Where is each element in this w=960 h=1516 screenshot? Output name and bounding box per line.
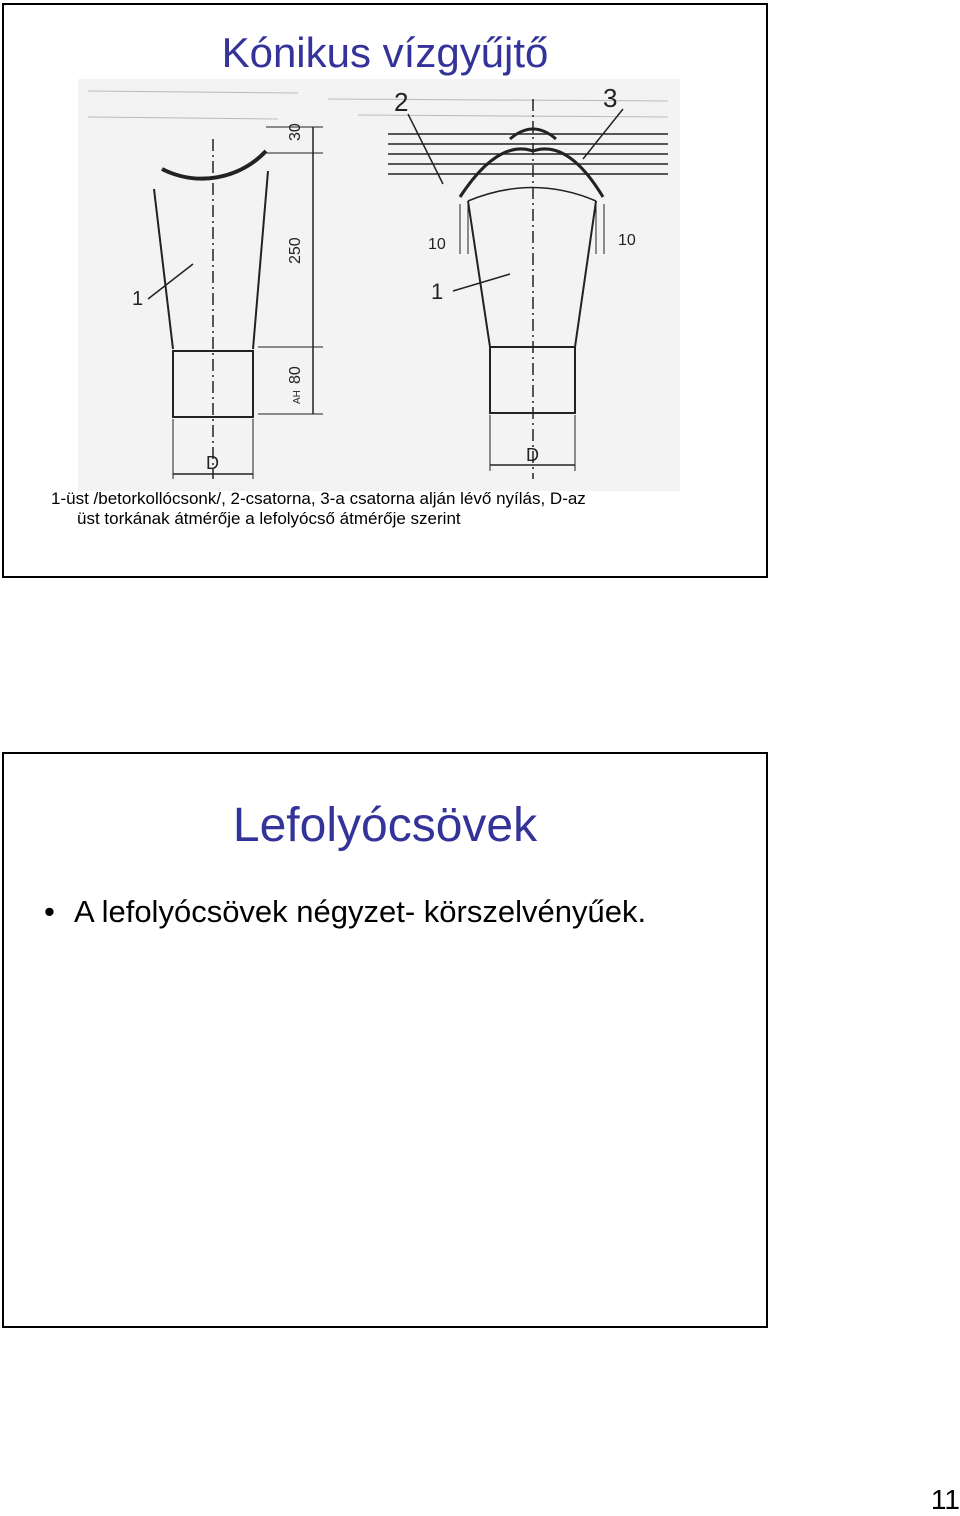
- dim-250-label: 250: [287, 237, 304, 264]
- part-3-label: 3: [603, 83, 618, 113]
- right-cone-side: [468, 201, 490, 347]
- right-outlet-drawing: [388, 99, 668, 479]
- bullet-text: A lefolyócsövek négyzet- körszelvényűek.: [74, 894, 647, 929]
- right-outlet-top: [460, 149, 603, 197]
- dim-d-right-label: D: [526, 445, 539, 465]
- part-1-right-label: 1: [431, 279, 444, 304]
- page-number: 11: [930, 1484, 960, 1515]
- caption-line-1: 1-üst /betorkollócsonk/, 2-csatorna, 3-a csatorna alján lévő nyílás, D-az: [51, 489, 586, 508]
- dim-80-label: 80: [287, 366, 304, 384]
- right-cone-side: [575, 201, 596, 347]
- dim-d-left-label: D: [206, 453, 219, 473]
- left-cone-side: [253, 171, 268, 349]
- left-cone-side: [154, 189, 173, 349]
- dim-30-label: 30: [287, 123, 304, 141]
- left-gutter-arc: [162, 151, 266, 179]
- caption-line-2: üst torkának átmérője a lefolyócső átmérője szerint: [77, 509, 461, 528]
- technical-drawing: [78, 79, 680, 491]
- part-2-label: 2: [394, 87, 409, 117]
- bullet-item: [44, 894, 646, 930]
- figure-caption: [51, 489, 751, 529]
- dim-unit-label: AH: [292, 390, 303, 404]
- slide-conical-gutter-outlet: [2, 3, 768, 578]
- background-noise: [88, 91, 668, 119]
- bullet-symbol: •: [44, 894, 55, 929]
- slide-title: Kónikus vízgyűjtő: [221, 29, 549, 76]
- dim-10-right-label: 10: [618, 232, 636, 249]
- dim-10-left-label: 10: [428, 236, 446, 253]
- slide-downpipes: [2, 752, 768, 1328]
- part-1-left-label: 1: [132, 288, 144, 310]
- left-outlet-drawing: [148, 127, 323, 479]
- slide-title: Lefolyócsövek: [232, 799, 538, 852]
